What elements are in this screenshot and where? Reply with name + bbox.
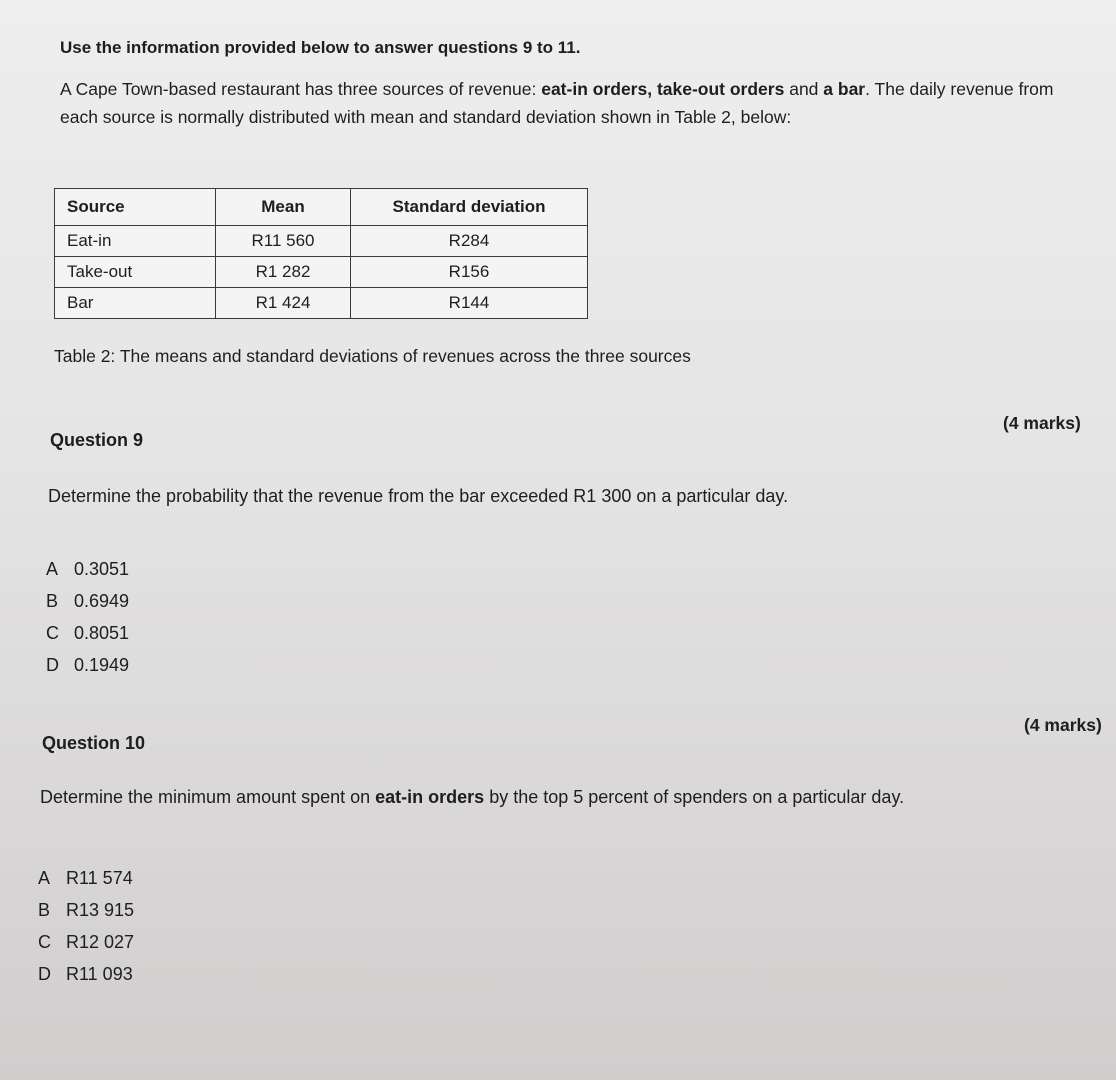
header-standard-deviation: Standard deviation	[351, 189, 588, 226]
question-10-text-after: by the top 5 percent of spenders on a particular day.	[484, 787, 905, 807]
option-value: R13 915	[66, 900, 135, 920]
table-row	[55, 257, 588, 288]
table-row	[55, 226, 588, 257]
question-10-text-before: Determine the minimum amount spent on	[40, 787, 376, 807]
intro-text-3: . The daily revenue from each source is normally distributed with mean and standard deviation shown in Table 2, below:	[60, 79, 1054, 127]
table-caption: Table 2: The means and standard deviations of revenues across the three sources	[54, 346, 691, 366]
option-letter: C	[38, 932, 51, 952]
question-9-heading: Question 9	[50, 430, 144, 450]
revenue-table	[54, 188, 588, 319]
table-row	[55, 288, 588, 319]
cell-source: Bar	[55, 288, 216, 319]
intro-text-2: and	[784, 79, 824, 99]
option-value: 0.3051	[74, 559, 130, 579]
option-b	[38, 894, 134, 926]
option-c	[46, 617, 129, 649]
header-mean: Mean	[216, 189, 351, 226]
instructions-heading: Use the information provided below to answer questions 9 to 11.	[60, 38, 581, 57]
intro-paragraph	[60, 76, 1090, 131]
question-9-text: Determine the probability that the revenue from the bar exceeded R1 300 on a particular day.	[48, 486, 789, 506]
question-9-marks: (4 marks)	[1003, 413, 1081, 433]
question-10-marks: (4 marks)	[1024, 715, 1102, 735]
intro-emph-bar: a bar	[823, 79, 866, 99]
cell-source: Eat-in	[55, 226, 216, 257]
option-letter: B	[46, 591, 59, 611]
intro-text-1: A Cape Town-based restaurant has three sources of revenue:	[60, 79, 542, 99]
intro-emph-sources: eat-in orders, take-out orders	[541, 79, 785, 99]
option-value: 0.1949	[74, 655, 130, 675]
cell-mean: R11 560	[216, 226, 351, 257]
cell-standard-deviation: R144	[351, 288, 588, 319]
question-10-options	[38, 862, 134, 990]
option-c	[38, 926, 134, 958]
header-source: Source	[55, 189, 216, 226]
question-10-heading: Question 10	[42, 733, 146, 753]
cell-source: Take-out	[55, 257, 216, 288]
option-letter: A	[46, 559, 59, 579]
option-letter: A	[38, 868, 51, 888]
option-b	[46, 585, 129, 617]
cell-mean: R1 424	[216, 288, 351, 319]
question-10-text-emph: eat-in orders	[375, 787, 485, 807]
option-a	[46, 553, 129, 585]
option-letter: C	[46, 623, 59, 643]
option-letter: D	[46, 655, 59, 675]
option-a	[38, 862, 134, 894]
option-value: R11 093	[66, 964, 133, 984]
cell-mean: R1 282	[216, 257, 351, 288]
option-d	[46, 649, 129, 681]
option-value: 0.8051	[74, 623, 130, 643]
option-letter: D	[38, 964, 51, 984]
question-10-text	[40, 787, 904, 808]
question-9-options	[46, 553, 129, 681]
option-value: R11 574	[66, 868, 133, 888]
cell-standard-deviation: R156	[351, 257, 588, 288]
option-value: 0.6949	[74, 591, 130, 611]
option-letter: B	[38, 900, 51, 920]
cell-standard-deviation: R284	[351, 226, 588, 257]
option-value: R12 027	[66, 932, 135, 952]
table-header-row	[55, 189, 588, 226]
option-d	[38, 958, 134, 990]
